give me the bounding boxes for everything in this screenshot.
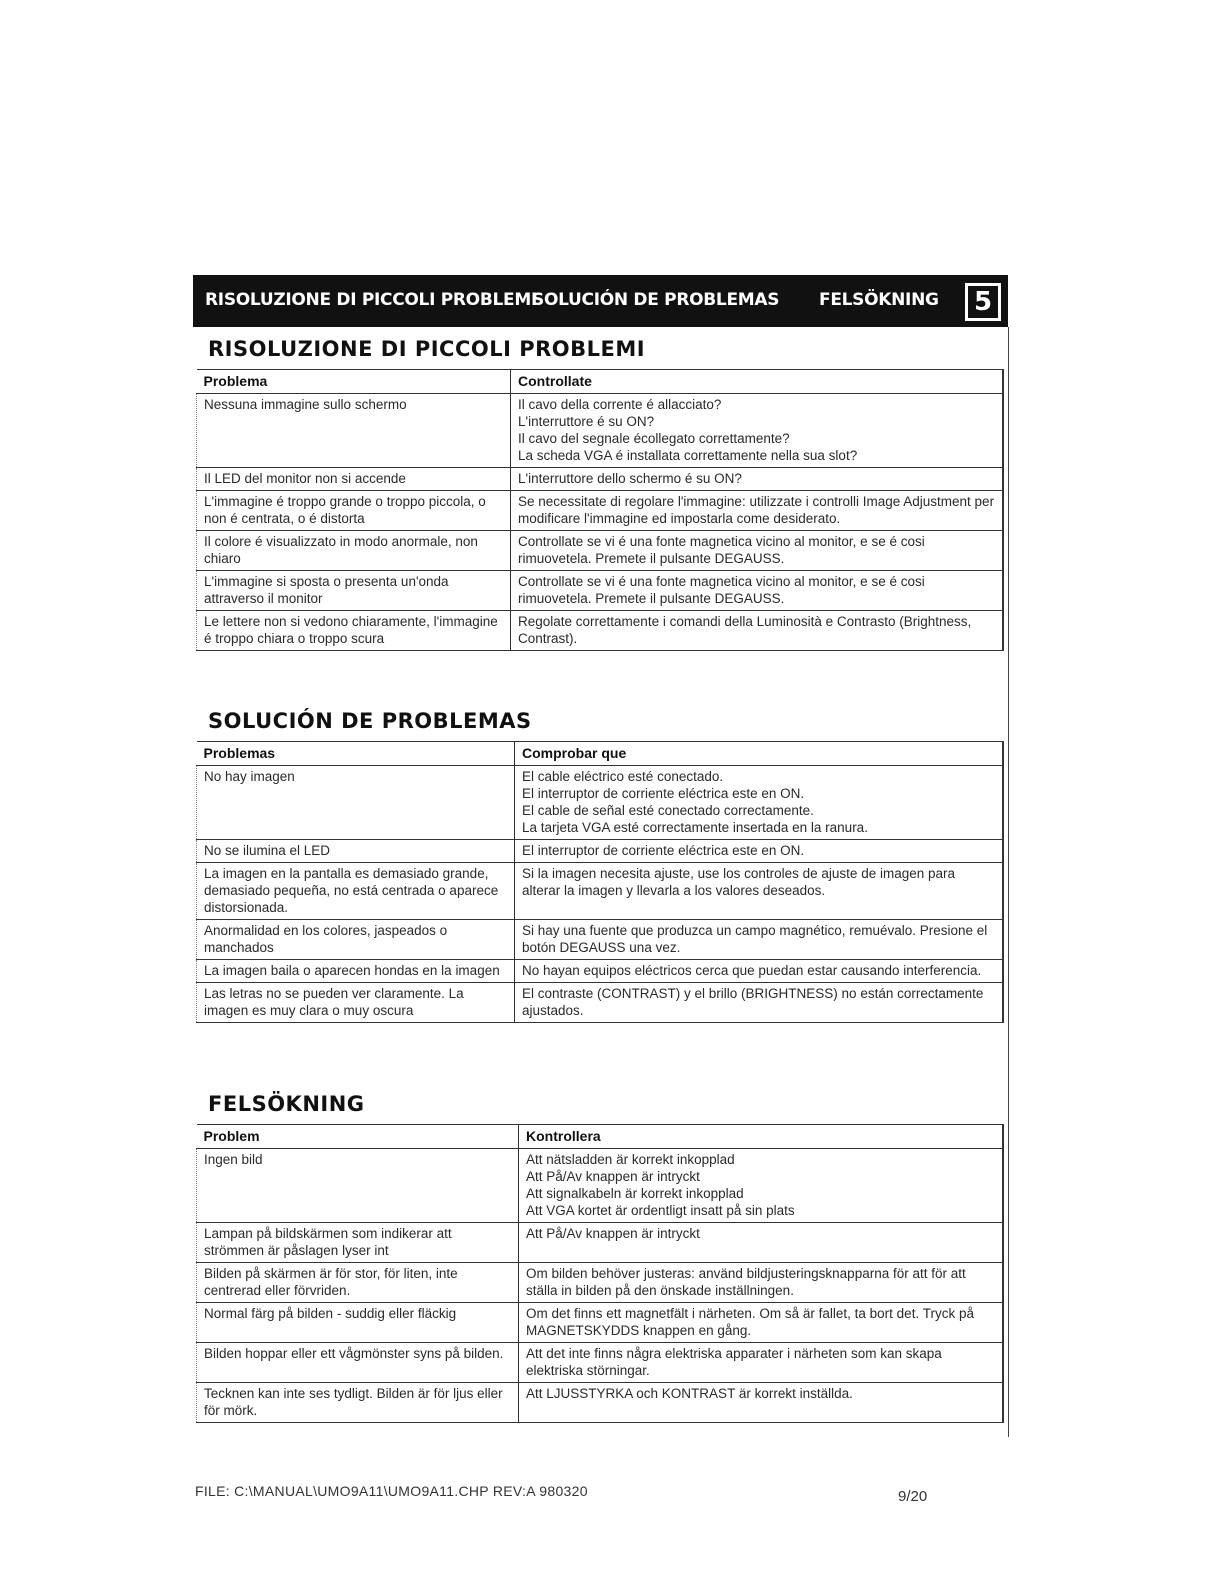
problem-cell: La imagen baila o aparecen hondas en la imagen	[197, 960, 515, 983]
footer-file-reference: FILE: C:\MANUAL\UMO9A11\UMO9A11.CHP REV:A 980320	[195, 1483, 588, 1499]
header-title-italian: RISOLUZIONE DI PICCOLI PROBLEMI	[205, 290, 537, 310]
problem-cell: L'immagine é troppo grande o troppo piccola, o non é centrata, o é distorta	[197, 491, 511, 531]
check-cell: Si la imagen necesita ajuste, use los controles de ajuste de imagen para alterar la imagen y llevarla a los valores deseados.	[515, 863, 1003, 920]
section-title-spanish: SOLUCIÓN DE PROBLEMAS	[208, 709, 532, 733]
problem-cell: Las letras no se pueden ver claramente. La imagen es muy clara o muy oscura	[197, 983, 515, 1023]
table-row	[197, 571, 1003, 611]
table-row	[197, 394, 1003, 468]
table-row	[197, 1303, 1003, 1343]
check-cell: Se necessitate di regolare l'immagine: utilizzate i controlli Image Adjustment per modificare l'immagine ed impostarla come desiderato.	[511, 491, 1003, 531]
table-row	[197, 983, 1003, 1023]
section-title-italian: RISOLUZIONE DI PICCOLI PROBLEMI	[208, 337, 646, 361]
check-cell: No hayan equipos eléctricos cerca que puedan estar causando interferencia.	[515, 960, 1003, 983]
section-title-swedish: FELSÖKNING	[208, 1092, 365, 1116]
table-row	[197, 960, 1003, 983]
table-row	[197, 611, 1003, 651]
problem-cell: Normal färg på bilden - suddig eller fläckig	[197, 1303, 519, 1343]
table-row	[197, 863, 1003, 920]
table-header-row	[197, 1125, 1003, 1149]
check-cell: Controllate se vi é una fonte magnetica vicino al monitor, e se é cosi rimuovetela. Premete il pulsante DEGAUSS.	[511, 571, 1003, 611]
problem-cell: Nessuna immagine sullo schermo	[197, 394, 511, 468]
check-cell: El cable eléctrico esté conectado. El interruptor de corriente eléctrica este en ON. El cable de señal esté conectado correctamente. La tarjeta VGA esté correctamente insertada en la ranura.	[515, 766, 1003, 840]
problem-cell: Il LED del monitor non si accende	[197, 468, 511, 491]
header-title-spanish: SOLUCIÓN DE PROBLEMAS	[532, 290, 780, 310]
problem-cell: Lampan på bildskärmen som indikerar att strömmen är påslagen lyser int	[197, 1223, 519, 1263]
check-cell: Att nätsladden är korrekt inkopplad Att På/Av knappen är intryckt Att signalkabeln är korrekt inkopplad Att VGA kortet är ordentligt insatt på sin plats	[519, 1149, 1003, 1223]
problem-cell: Le lettere non si vedono chiaramente, l'immagine é troppo chiara o troppo scura	[197, 611, 511, 651]
problem-cell: La imagen en la pantalla es demasiado grande, demasiado pequeña, no está centrada o aparece distorsionada.	[197, 863, 515, 920]
problem-cell: No hay imagen	[197, 766, 515, 840]
column-header-problem: Problemas	[197, 742, 515, 766]
chapter-header-bar	[193, 275, 1008, 327]
table-row	[197, 1343, 1003, 1383]
table-body	[197, 394, 1003, 651]
header-title-swedish: FELSÖKNING	[819, 290, 939, 310]
column-header-check: Controllate	[511, 370, 1003, 394]
table-body	[197, 766, 1003, 1023]
check-cell: El contraste (CONTRAST) y el brillo (BRIGHTNESS) no están correctamente ajustados.	[515, 983, 1003, 1023]
table-row	[197, 1383, 1003, 1423]
problem-cell: Tecknen kan inte ses tydligt. Bilden är för ljus eller för mörk.	[197, 1383, 519, 1423]
column-header-problem: Problem	[197, 1125, 519, 1149]
table-row	[197, 1149, 1003, 1223]
table-row	[197, 1223, 1003, 1263]
check-cell: Si hay una fuente que produzca un campo magnético, remuévalo. Presione el botón DEGAUSS una vez.	[515, 920, 1003, 960]
table-row	[197, 468, 1003, 491]
problem-cell: Bilden på skärmen är för stor, för liten, inte centrerad eller förvriden.	[197, 1263, 519, 1303]
table-row	[197, 1263, 1003, 1303]
table-row	[197, 766, 1003, 840]
footer-page-number: 9/20	[898, 1488, 928, 1505]
check-cell: Att det inte finns några elektriska apparater i närheten som kan skapa elektriska störningar.	[519, 1343, 1003, 1383]
column-header-check: Kontrollera	[519, 1125, 1003, 1149]
check-cell: Controllate se vi é una fonte magnetica vicino al monitor, e se é cosi rimuovetela. Premete il pulsante DEGAUSS.	[511, 531, 1003, 571]
problem-cell: Il colore é visualizzato in modo anormale, non chiaro	[197, 531, 511, 571]
problem-cell: Anormalidad en los colores, jaspeados o manchados	[197, 920, 515, 960]
table-header-row	[197, 370, 1003, 394]
check-cell: Att LJUSSTYRKA och KONTRAST är korrekt inställda.	[519, 1383, 1003, 1423]
page-right-rule	[1008, 327, 1009, 1437]
table-row	[197, 840, 1003, 863]
problem-cell: No se ilumina el LED	[197, 840, 515, 863]
check-cell: El interruptor de corriente eléctrica este en ON.	[515, 840, 1003, 863]
problem-cell: Bilden hoppar eller ett vågmönster syns på bilden.	[197, 1343, 519, 1383]
check-cell: Om bilden behöver justeras: använd bildjusteringsknapparna för att för att ställa in bilden på den önskade inställningen.	[519, 1263, 1003, 1303]
chapter-number-badge: 5	[965, 283, 1001, 321]
problem-cell: L'immagine si sposta o presenta un'onda attraverso il monitor	[197, 571, 511, 611]
table-row	[197, 920, 1003, 960]
problem-cell: Ingen bild	[197, 1149, 519, 1223]
column-header-check: Comprobar que	[515, 742, 1003, 766]
troubleshooting-table-italian	[196, 369, 1004, 651]
check-cell: L'interruttore dello schermo é su ON?	[511, 468, 1003, 491]
table-header-row	[197, 742, 1003, 766]
troubleshooting-table-spanish	[196, 741, 1004, 1023]
table-row	[197, 531, 1003, 571]
column-header-problem: Problema	[197, 370, 511, 394]
troubleshooting-table-swedish	[196, 1124, 1004, 1423]
check-cell: Il cavo della corrente é allacciato? L'interruttore é su ON? Il cavo del segnale écollegato correttamente? La scheda VGA é installata correttamente nella sua slot?	[511, 394, 1003, 468]
table-row	[197, 491, 1003, 531]
table-body	[197, 1149, 1003, 1423]
check-cell: Att På/Av knappen är intryckt	[519, 1223, 1003, 1263]
check-cell: Om det finns ett magnetfält i närheten. Om så är fallet, ta bort det. Tryck på MAGNETSKYDDS knappen en gång.	[519, 1303, 1003, 1343]
check-cell: Regolate correttamente i comandi della Luminosità e Contrasto (Brightness, Contrast).	[511, 611, 1003, 651]
